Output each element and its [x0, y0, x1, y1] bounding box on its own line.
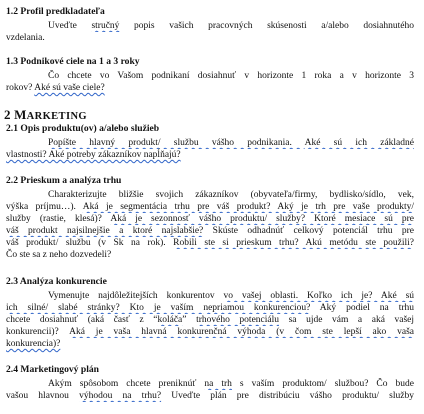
paragraph-1-3-line-1: Čo chcete vo Vašom podnikaní dosiahnuť v horizonte 1 roka a v horizonte 3: [48, 71, 414, 81]
spellcheck-phrase: Robili ste si prieskum trhu? Akú metódu ste použili?: [173, 238, 414, 248]
spellcheck-phrase: vo vašej oblasti. Koľko ich je? Aké sú: [223, 291, 414, 301]
paragraph-2-3-line-5: [6, 338, 60, 350]
text-span: popis vašich pracovných skúsenosti a/alebo dosiahnutého: [119, 21, 414, 31]
text-span: rokov?: [6, 83, 35, 93]
spellcheck-phrase: Aké sú ich základné: [304, 138, 414, 148]
paragraph-2-2-line-6: Čo ste sa z neho dozvedeli?: [6, 250, 112, 260]
paragraph-1-2-line-1: [48, 20, 414, 32]
text-span: služby (rastie, klesá)?: [6, 214, 111, 224]
text-span: chcete dosiahnuť (aká časť z “: [6, 315, 158, 325]
heading-1-3: 1.3 Podnikové ciele na 1 a 3 roky: [6, 56, 140, 67]
text-span: s vaším produktom/ službou? Čo bude: [231, 379, 414, 389]
paragraph-2-3-line-3: [6, 314, 414, 326]
spellcheck-phrase: trhového potenciálu: [196, 315, 279, 325]
paragraph-2-2-line-5: [6, 237, 414, 249]
heading-number: 2 M: [4, 107, 27, 122]
spellcheck-word: stručný: [91, 21, 120, 31]
spellcheck-phrase: Popíšte hlavný produkt/ službu vášho podnikania.: [48, 138, 305, 148]
spellcheck-phrase: Aká je vaša hlavná konkurenčná výhoda (v čom ste lepší ako vaša: [69, 327, 414, 337]
text-span: Aký podiel na trhu: [310, 303, 414, 313]
paragraph-2-2-line-1: Charakterizujte bližšie svojich zákazníkov (obyvateľa/firmy, bydlisko/sídlo, vek,: [48, 190, 414, 200]
paragraph-2-1-line-1: [48, 137, 414, 149]
paragraph-2-2-line-4: [6, 225, 414, 237]
paragraph-1-3-line-2: [6, 82, 105, 94]
paragraph-2-3-line-2: [6, 302, 414, 314]
text-span: ”: [182, 315, 197, 325]
paragraph-2-3-line-4: [6, 326, 414, 338]
heading-2-4: 2.4 Marketingový plán: [6, 364, 100, 375]
heading-2-marketing: [4, 107, 87, 124]
heading-1-2: 1.2 Profil predkladateľa: [6, 6, 105, 17]
spellcheck-phrase: vlastnosti? Aké potreby zákazníkov napĺňajú?: [6, 150, 181, 160]
text-span: Skúste odhadnúť celkový potenciál trhu pre: [203, 226, 414, 236]
paragraph-2-2-line-3: [6, 213, 414, 225]
spellcheck-phrase: ich silné/ slabé stránky? Kto je vaším: [6, 303, 204, 313]
heading-2-1: 2.1 Opis produktu(ov) a/alebo služieb: [6, 123, 160, 134]
text-span: konkurencii)?: [6, 327, 70, 337]
text-span: sa ujde vám a aká vašej: [279, 315, 414, 325]
text-span: Uveďte plán pre distribúciu vášho produktu/ služby: [161, 391, 414, 401]
spellcheck-phrase: na trh: [204, 379, 232, 389]
spellcheck-word: koláča: [157, 315, 183, 325]
spellcheck-phrase: výhodou na trhu?: [79, 391, 162, 401]
text-span: Vymenujte najdôležitejších konkurentov: [48, 291, 224, 301]
heading-smallcaps: ARKETING: [26, 111, 88, 122]
heading-2-3: 2.3 Analýza konkurencie: [6, 276, 107, 287]
spellcheck-phrase: nepriamou konkurenciou?: [203, 303, 311, 313]
spellcheck-phrase: Aké sú vaše ciele?: [34, 83, 105, 93]
paragraph-2-4-line-2: [6, 390, 414, 402]
paragraph-2-3-line-1: [48, 290, 414, 302]
text-span: Uveďte: [48, 21, 92, 31]
text-span: Akým spôsobom chcete preniknúť: [48, 379, 205, 389]
spellcheck-phrase: Aká je segmentácia trhu pre váš produkt? Aký je trh pre vaše produkty/: [82, 202, 414, 212]
spellcheck-phrase: váš produkt najsilnejšie a ktoré najslabšie?: [6, 226, 204, 236]
paragraph-2-1-line-2: [6, 149, 181, 161]
heading-2-2: 2.2 Prieskum a analýza trhu: [6, 175, 122, 186]
paragraph-1-2-line-2: vzdelania.: [6, 33, 45, 43]
spellcheck-phrase: Aká je sezonnosť vášho produktu/ služby? Ktoré mesiace sú pre: [110, 214, 414, 224]
text-span: váš produkt/ službu (v Sk na rok).: [6, 238, 174, 248]
text-span: výška príjmu…).: [6, 202, 83, 212]
paragraph-2-4-line-1: [48, 378, 414, 390]
text-span: vašou hlavnou: [6, 391, 80, 401]
paragraph-2-2-line-2: [6, 201, 414, 213]
spellcheck-phrase: konkurencia)?: [6, 339, 61, 349]
